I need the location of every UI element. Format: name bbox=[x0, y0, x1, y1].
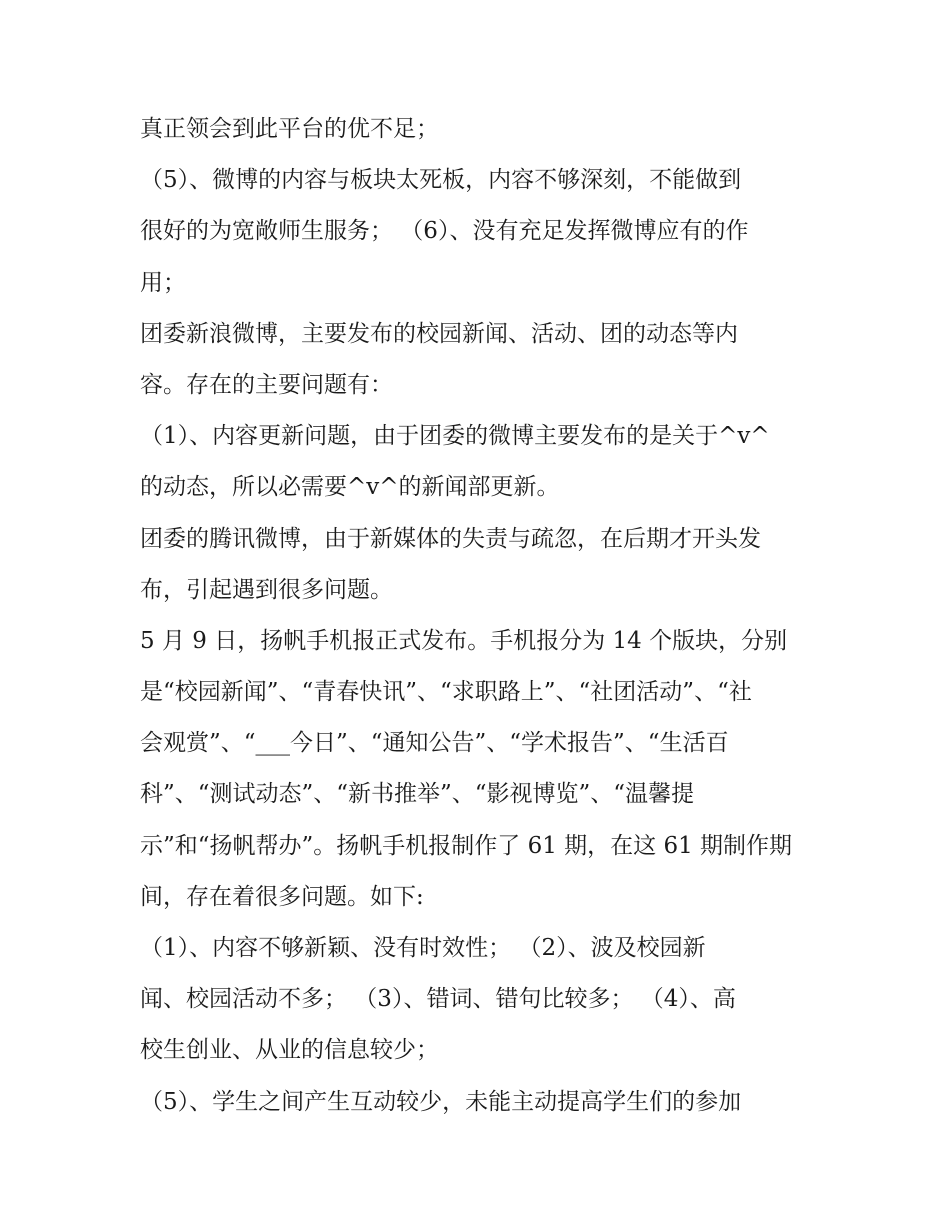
text-line: 是“校园新闻”、“青春快讯”、“求职路上”、“社团活动”、“社 bbox=[140, 679, 752, 706]
text-line: 布，引起遇到很多问题。 bbox=[140, 576, 393, 603]
text-line: 科”、“测试动态”、“新书推举”、“影视博览”、“温馨提 bbox=[140, 781, 695, 808]
text-line: 校生创业、从业的信息较少； bbox=[140, 1037, 439, 1064]
text-line: 用； bbox=[140, 269, 186, 296]
document-body bbox=[140, 104, 830, 1128]
text-line: 很好的为宽敞师生服务； （6）、没有充足发挥微博应有的作 bbox=[140, 218, 749, 245]
text-line: （1）、内容更新问题，由于团委的微博主要发布的是关于^v^ bbox=[140, 423, 770, 450]
text-line: 会观赏”、“___今日”、“通知公告”、“学术报告”、“生活百 bbox=[140, 730, 729, 757]
text-line: 团委新浪微博，主要发布的校园新闻、活动、团的动态等内 bbox=[140, 320, 738, 347]
text-line: 5 月 9 日，扬帆手机报正式发布。手机报分为 14 个版块，分别 bbox=[140, 627, 788, 654]
text-line: （5）、微博的内容与板块太死板，内容不够深刻，不能做到 bbox=[140, 167, 742, 194]
text-line: 真正领会到此平台的优不足； bbox=[140, 116, 439, 142]
text-line: 闻、校园活动不多； （3）、错词、错句比较多； （4）、高 bbox=[140, 986, 736, 1013]
text-line: （1）、内容不够新颖、没有时效性； （2）、波及校园新 bbox=[140, 935, 706, 961]
text-line: 容。存在的主要问题有： bbox=[140, 371, 393, 398]
text-line: （5）、学生之间产生互动较少，未能主动提高学生们的参加 bbox=[140, 1088, 742, 1115]
text-line: 示”和“扬帆帮办”。扬帆手机报制作了 61 期，在这 61 期制作期 bbox=[140, 832, 793, 859]
text-line: 的动态，所以必需要^v^的新闻部更新。 bbox=[140, 474, 560, 501]
text-line: 团委的腾讯微博，由于新媒体的失责与疏忽，在后期才开头发 bbox=[140, 525, 761, 552]
text-line: 间，存在着很多问题。如下: bbox=[140, 883, 424, 910]
